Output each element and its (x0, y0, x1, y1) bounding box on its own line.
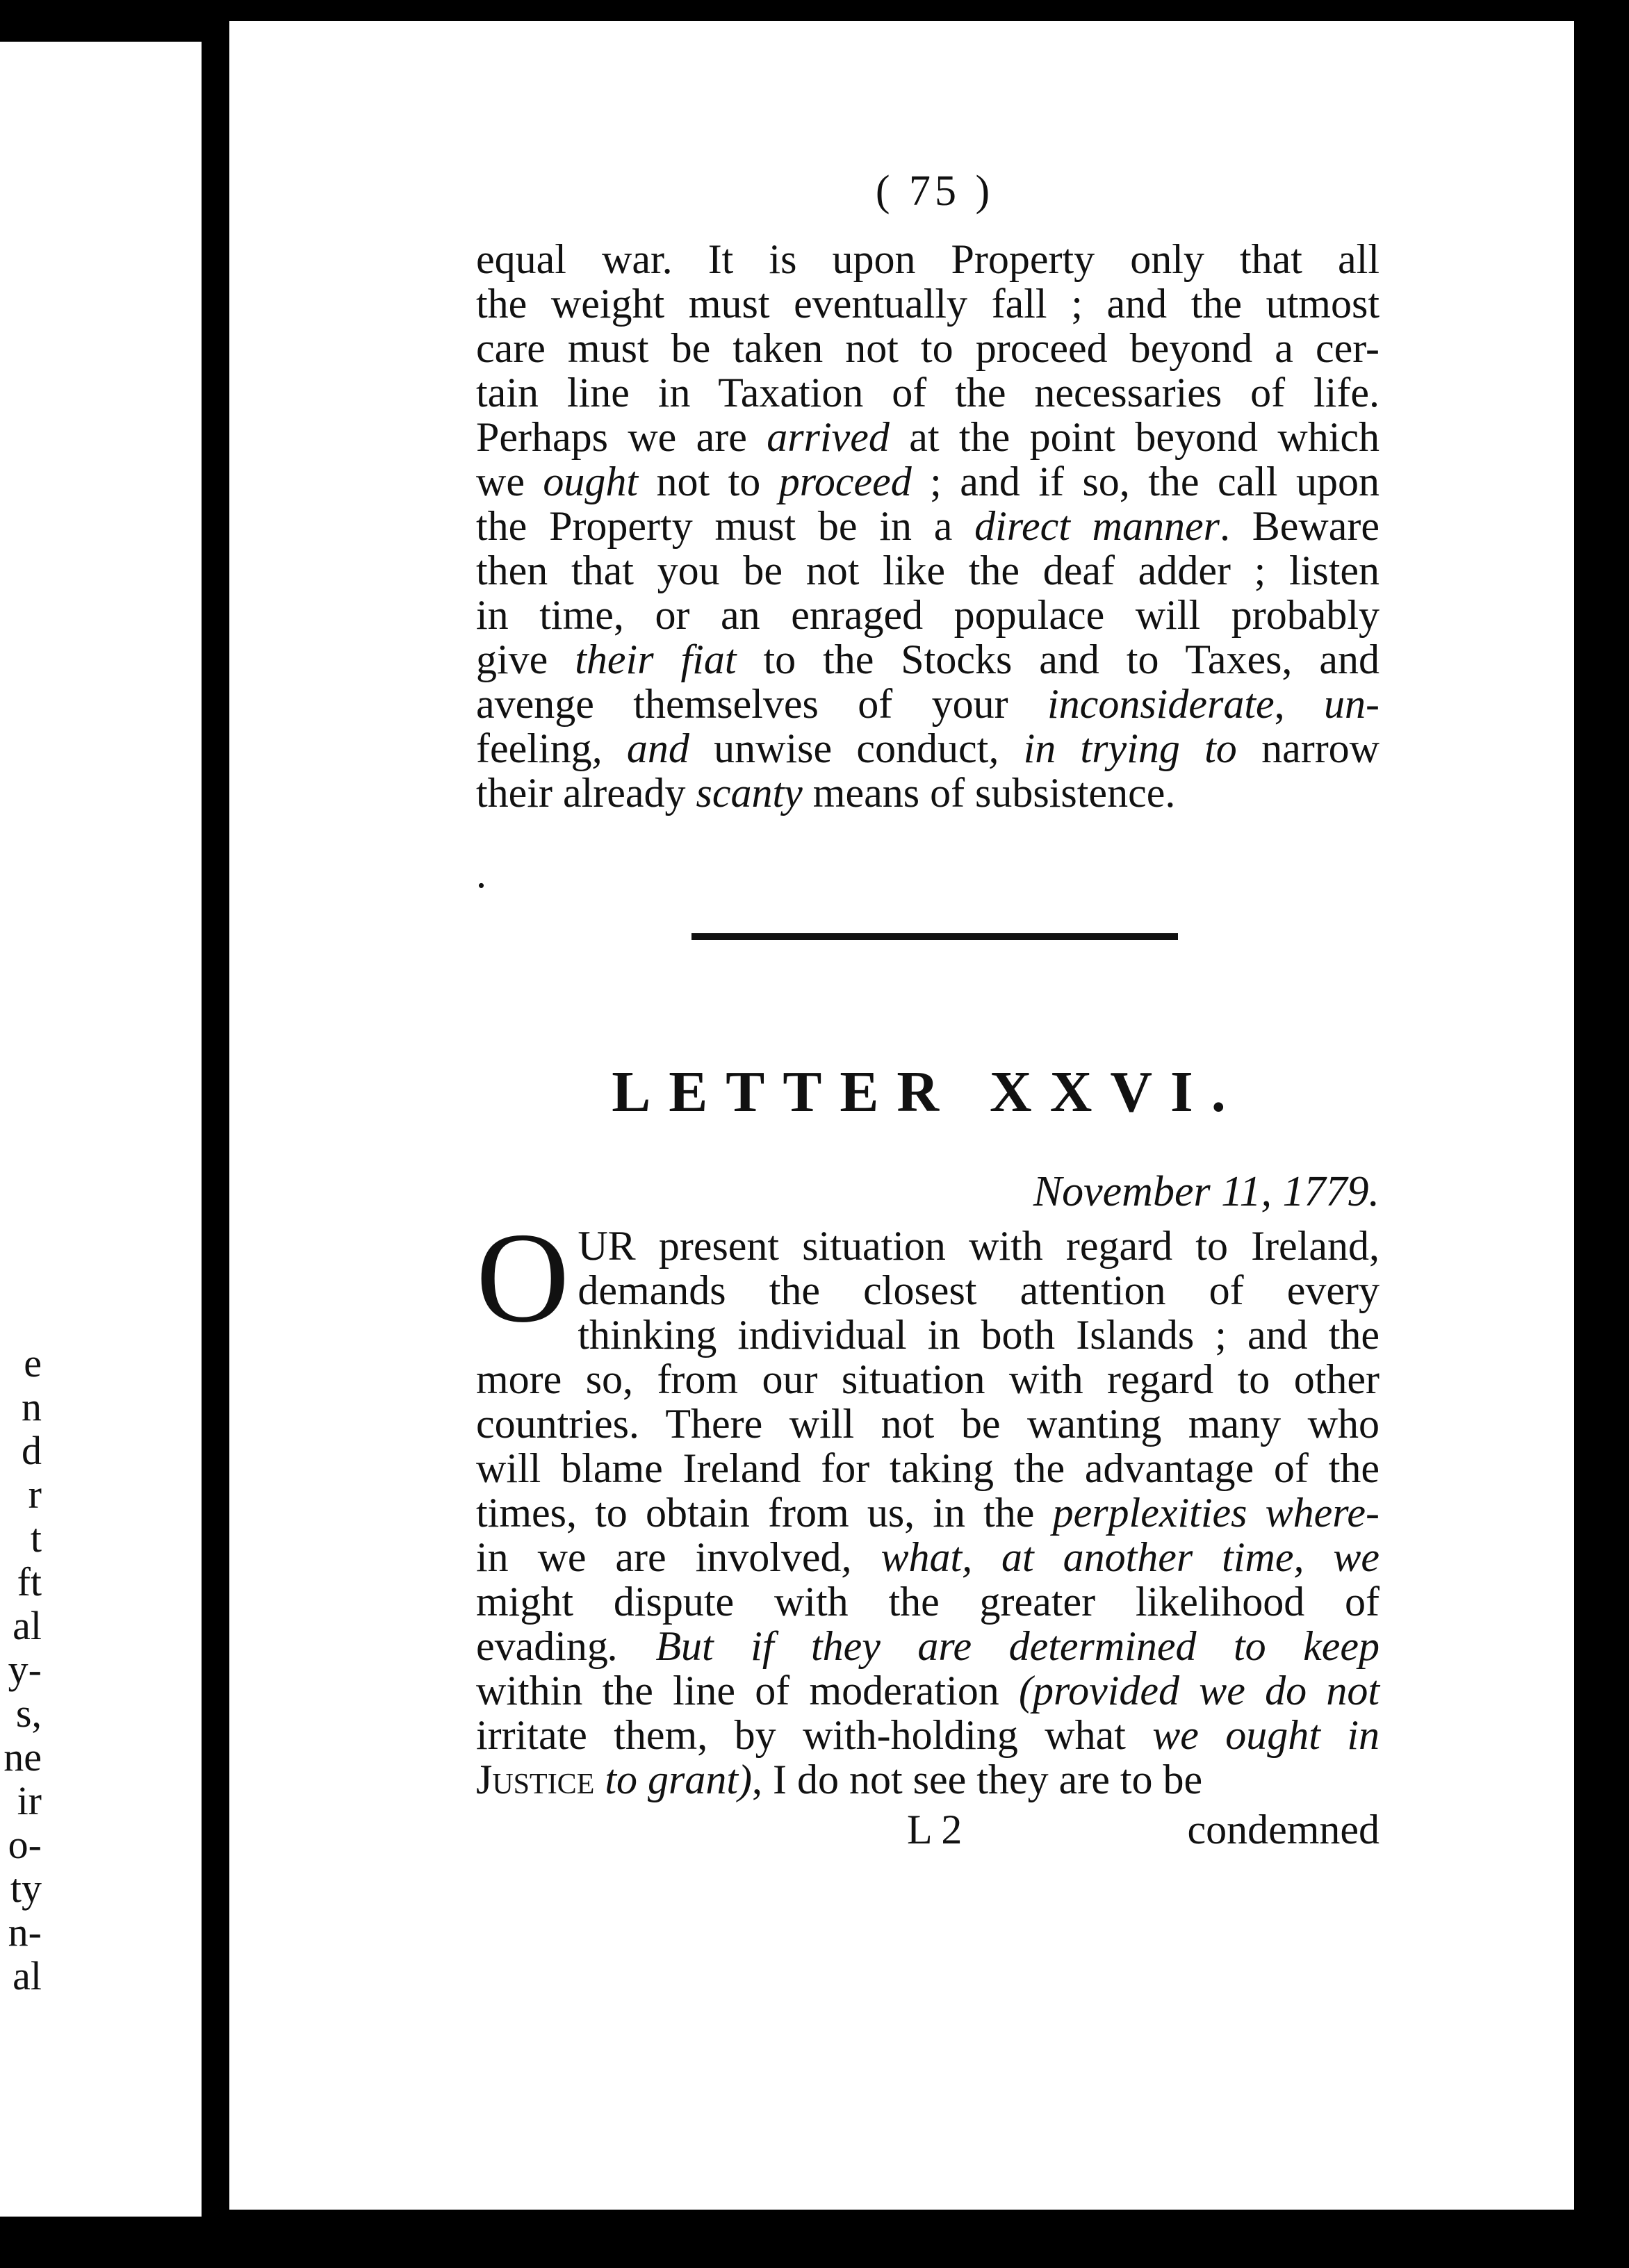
line-text: we (476, 459, 543, 504)
line-text: equal war. It is upon Property only that all (476, 236, 1380, 282)
line-text: in time, or an enraged populace will probably (476, 592, 1380, 638)
text-line (476, 1446, 1380, 1490)
small-caps-word: Justice (476, 1757, 595, 1802)
book-gutter (202, 42, 229, 2217)
italic-phrase: to grant) (594, 1757, 753, 1802)
italic-phrase: . But if they are determined to keep (607, 1623, 1380, 1669)
italic-phrase: proceed (778, 459, 912, 504)
italic-phrase: their fiat (575, 636, 737, 682)
fragment: ne (3, 1734, 42, 1780)
italic-phrase: scanty (696, 770, 803, 816)
italic-phrase: direct manner (974, 503, 1220, 549)
text-line (476, 548, 1380, 593)
drop-cap: O (476, 1206, 570, 1349)
fragment: n (22, 1384, 42, 1429)
fragment: ft (17, 1559, 42, 1604)
fragment: r (28, 1472, 42, 1517)
line-text: means of subsistence. (802, 770, 1176, 816)
text-line (476, 1757, 1380, 1802)
page-number: ( 75 ) (875, 167, 994, 215)
line-text: , (1274, 681, 1325, 727)
fragment: o- (8, 1822, 42, 1867)
line-text: give (476, 636, 575, 682)
fragment: t (30, 1515, 42, 1561)
line-text: countries. There will not be wanting many who (476, 1401, 1380, 1447)
line-text: ; and if so, the call upon (911, 459, 1380, 504)
fragment: ty (10, 1866, 42, 1911)
italic-phrase: perplexities where- (1052, 1490, 1380, 1536)
line-text: unwise conduct (714, 725, 989, 771)
italic-phrase: , what, at another time, we (841, 1534, 1380, 1580)
text-line (476, 237, 1380, 281)
text-line (476, 1579, 1380, 1624)
text-line (476, 459, 1380, 504)
paragraph-1 (476, 237, 1380, 815)
text-line (476, 1268, 1380, 1313)
line-text: might dispute with the greater likelihood of (476, 1579, 1380, 1625)
line-text: their already (476, 770, 696, 816)
text-line (476, 326, 1380, 370)
book-page (229, 21, 1574, 2210)
line-text: to the Stocks and to Taxes, and (736, 636, 1380, 682)
text-line (476, 1535, 1380, 1579)
text-line (476, 1490, 1380, 1535)
fragment: y- (8, 1647, 42, 1692)
line-text: in we are involved (476, 1534, 842, 1580)
dateline: November 11, 1779. (1033, 1168, 1380, 1215)
text-line (476, 1313, 1380, 1357)
line-text: demands the closest attention of every (578, 1267, 1380, 1313)
page-content (476, 167, 1380, 1855)
line-text: tain line in Taxation of the necessaries of life. (476, 370, 1380, 416)
line-text: thinking individual in both Islands ; and the (578, 1312, 1380, 1358)
catchword: condemned (1187, 1807, 1380, 1852)
line-text: the Property must be in a (476, 503, 975, 549)
page-footer (476, 1806, 1380, 1855)
text-line (476, 1357, 1380, 1402)
left-page-margin-fragments (0, 1341, 42, 1998)
separator-dot: . (476, 850, 486, 896)
line-text: UR present situation with regard to Ireland, (578, 1223, 1380, 1269)
text-line (476, 637, 1380, 682)
line-text: more so, from our situation with regard to other (476, 1356, 1380, 1402)
italic-phrase: ought (543, 459, 639, 504)
text-line (476, 1402, 1380, 1446)
text-line (476, 593, 1380, 637)
text-line (476, 1713, 1380, 1757)
italic-phrase: inconsiderate (1047, 681, 1275, 727)
italic-phrase: arrived (767, 414, 890, 460)
line-text: care must be taken not to proceed beyond a cer- (476, 325, 1380, 371)
text-line (476, 726, 1380, 771)
line-text: narrow (1261, 725, 1380, 771)
line-text: the weight must eventually fall ; and the utmost (476, 281, 1380, 327)
italic-phrase: un- (1324, 681, 1380, 727)
fragment: ir (17, 1778, 42, 1823)
line-text: at the point beyond which (889, 414, 1380, 460)
fragment: al (13, 1953, 42, 1998)
line-text: then that you be not like the deaf adder ; listen (476, 548, 1380, 593)
line-text: times, to obtain from us, in the (476, 1490, 1053, 1536)
text-line (476, 504, 1380, 548)
italic-phrase: , and (591, 725, 714, 771)
text-line (476, 1224, 1380, 1268)
text-line (476, 1624, 1380, 1668)
line-text: , I do not see they are to be (752, 1757, 1203, 1802)
italic-phrase: we ought in (1152, 1712, 1380, 1758)
paragraph-2-lines (476, 1206, 1380, 1758)
line-text: within the line of moderation (476, 1668, 999, 1714)
text-line (476, 415, 1380, 459)
fragment: n- (8, 1909, 42, 1955)
line-text: irritate them, by with-holding what (476, 1712, 1153, 1758)
text-line (476, 281, 1380, 326)
line-text: feeling (476, 725, 592, 771)
text-line (476, 370, 1380, 415)
separator (476, 815, 1380, 933)
line-text: avenge themselves of your (476, 681, 1048, 727)
text-line (476, 771, 1380, 815)
text-line (476, 682, 1380, 726)
fragment: al (13, 1603, 42, 1648)
fragment: d (22, 1428, 42, 1473)
text-line (476, 1668, 1380, 1713)
line-text: . Beware (1219, 503, 1380, 549)
line-text: not to (638, 459, 779, 504)
signature-mark: L 2 (907, 1807, 963, 1852)
section-rule (691, 933, 1178, 940)
left-page-fragment (0, 42, 202, 2217)
paragraph-2 (476, 1206, 1380, 1802)
italic-phrase: , in trying to (988, 725, 1262, 771)
line-text: will blame Ireland for taking the advantage of the (476, 1445, 1380, 1491)
letter-heading: LETTER XXVI. (612, 1060, 1244, 1124)
fragment: e (24, 1340, 42, 1386)
line-text: Perhaps we are (476, 414, 767, 460)
italic-phrase: (provided we do not (999, 1668, 1380, 1714)
fragment: s, (15, 1691, 42, 1736)
line-text: evading (476, 1623, 608, 1669)
